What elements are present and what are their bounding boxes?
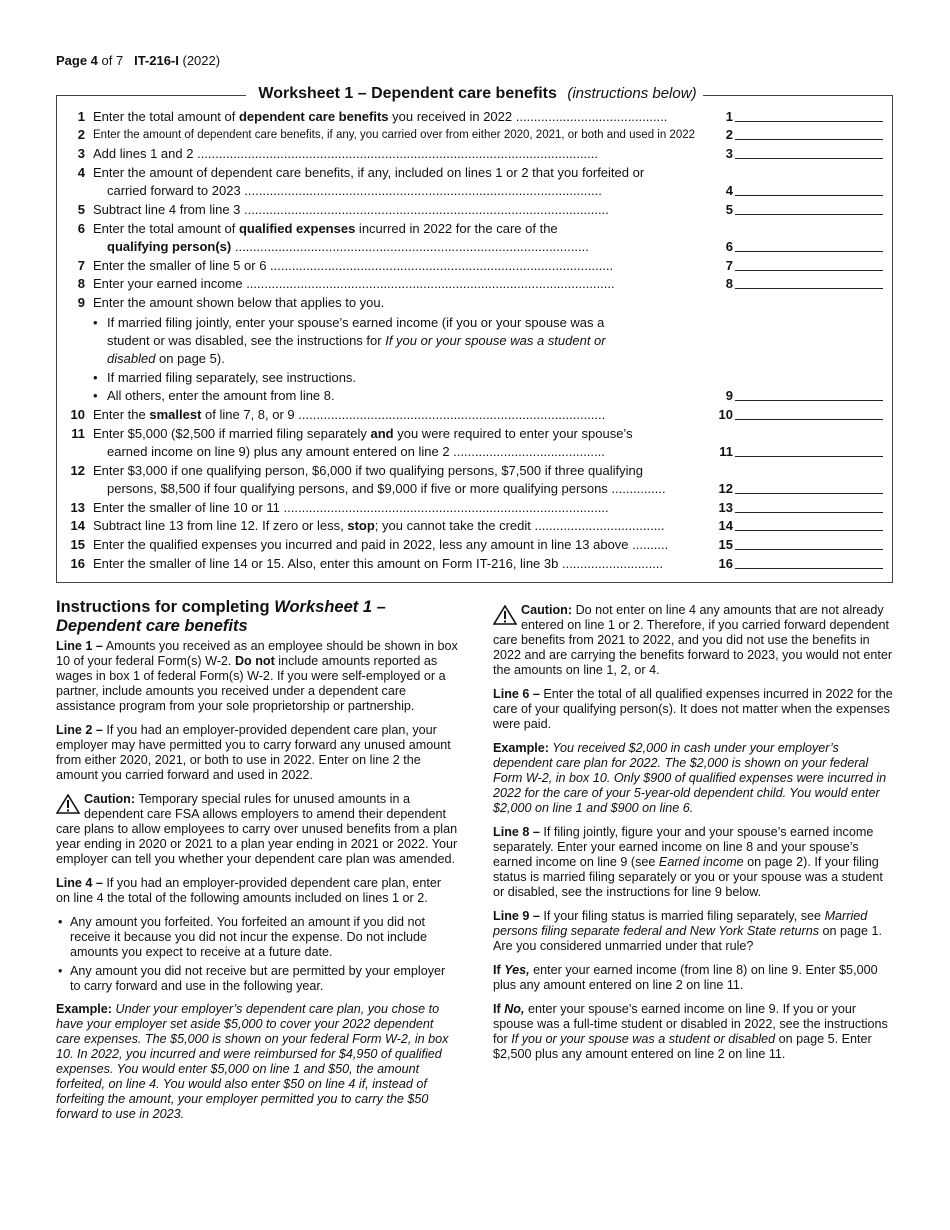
line-text: If married filing jointly, enter your spouse’s earned income (if you or your spouse was a xyxy=(107,315,605,330)
line-ref: 7 xyxy=(725,258,733,273)
line-number: 5 xyxy=(77,202,85,217)
line-7-entry[interactable] xyxy=(735,270,883,271)
line-text: incurred in 2022 for the care of the xyxy=(355,221,558,236)
example-1 xyxy=(56,1002,458,1122)
caution-1 xyxy=(56,792,458,867)
label: Example: xyxy=(493,741,549,755)
line-number: 11 xyxy=(71,426,85,441)
line-3-entry[interactable] xyxy=(735,158,883,159)
label: If xyxy=(493,1002,505,1016)
line-number: 9 xyxy=(77,295,85,310)
worksheet-title-text: Worksheet 1 – Dependent care benefits xyxy=(252,85,562,102)
line-text: you were required to enter your spouse’s xyxy=(393,426,633,441)
page-total: of 7 xyxy=(101,53,124,68)
line-text: Add lines 1 and 2 ............................................................................................................... xyxy=(93,146,598,161)
form-year: (2022) xyxy=(182,53,221,68)
worksheet-title xyxy=(57,85,892,103)
line-ref: 12 xyxy=(718,481,733,496)
line-ref: 11 xyxy=(719,444,733,459)
instructions-right-column xyxy=(493,603,895,1071)
line-14-entry[interactable] xyxy=(735,530,883,531)
heading-text-italic: Worksheet 1 – xyxy=(274,598,386,616)
line-text-bold: and xyxy=(370,426,394,441)
line-text-italic: disabled xyxy=(107,351,156,366)
line-6-entry[interactable] xyxy=(735,251,883,252)
line-1-entry[interactable] xyxy=(735,121,883,122)
line-10-entry[interactable] xyxy=(735,419,883,420)
text-bold-italic: No, xyxy=(504,1002,525,1016)
text: Enter the total of all qualified expenses incurred in 2022 for the care of your qualifying person(s). It does not matter when the expenses were paid. xyxy=(493,687,893,731)
line-text: student or was disabled, see the instructions for xyxy=(107,333,386,348)
line-text: If married filing separately, see instructions. xyxy=(107,370,357,385)
if-no-instructions xyxy=(493,1002,895,1062)
page-header xyxy=(56,53,220,68)
line-13-entry[interactable] xyxy=(735,512,883,513)
text: on page 5. Enter $2,500 plus any amount entered on line 2 on line 11. xyxy=(493,1032,872,1061)
line-12-entry[interactable] xyxy=(735,493,883,494)
line-text: Enter the smaller of line 14 or 15. Also, enter this amount on Form IT-216, line 3b ............................ xyxy=(93,556,664,571)
line-ref: 3 xyxy=(725,146,733,161)
text: If your filing status is married filing separately, see xyxy=(539,909,825,923)
line-ref: 2 xyxy=(725,127,733,142)
line-5-entry[interactable] xyxy=(735,214,883,215)
line-text-bold: stop xyxy=(347,518,375,533)
label: Line 4 – xyxy=(56,876,103,890)
line-text-italic: If you or your spouse was a student or xyxy=(385,333,606,348)
line-number: 3 xyxy=(77,146,85,161)
line-ref: 16 xyxy=(718,556,733,571)
line-2-entry[interactable] xyxy=(735,139,883,140)
label: Caution: xyxy=(84,792,136,806)
line-text: Subtract line 4 from line 3 ..................................................................................................... xyxy=(93,202,609,217)
text-italic: You received $2,000 in cash under your employer’s dependent care plan for 2022. The $2,000 is shown on your federal Form W-2, in box 10. Only $900 of qualified expenses were incurred in 2022 for the care of your 5-year-old dependent child. You would enter $2,000 on line 1 and $900 on line 6. xyxy=(493,741,887,815)
text-italic: Earned income xyxy=(658,855,744,869)
line-ref: 1 xyxy=(725,109,733,124)
line-text: Enter $3,000 if one qualifying person, $6,000 if two qualifying persons, $7,500 if three qualifying xyxy=(93,463,643,478)
text: If you had an employer-provided dependent care plan, enter on line 4 the total of the following amounts included on lines 1 or 2. xyxy=(56,876,442,905)
line-text-bold: qualifying person(s) xyxy=(107,239,232,254)
line-9-entry[interactable] xyxy=(735,400,883,401)
line-8-entry[interactable] xyxy=(735,288,883,289)
text: enter your earned income (from line 8) on line 9. Enter $5,000 plus any amount entered on line 2 on line 11. xyxy=(493,963,878,992)
line-text: on page 5). xyxy=(155,351,225,366)
label: Caution: xyxy=(521,603,573,617)
line-text: Enter the amount of dependent care benefits, if any, you carried over from either 2020, 2021, or both and used in 2022 xyxy=(93,129,696,141)
label: Line 6 – xyxy=(493,687,540,701)
line-4-bullets xyxy=(56,915,458,994)
example-2 xyxy=(493,741,895,816)
line-text: Enter your earned income ...................................................................................................... xyxy=(93,276,615,291)
line-number: 8 xyxy=(77,276,85,291)
line-text: Enter the smaller of line 10 or 11 .......................................................................................... xyxy=(93,500,609,515)
line-number: 13 xyxy=(70,500,85,515)
text: If you had an employer-provided dependent care plan, your employer may have permitted you to carry forward any unused amount from either 2020, 2021, or both to use in 2022. Enter on line 2 the amount you carried forward and used in 2022. xyxy=(56,723,451,782)
line-4-entry[interactable] xyxy=(735,195,883,196)
line-text: Enter $5,000 ($2,500 if married filing separately xyxy=(93,426,371,441)
line-number: 16 xyxy=(70,556,85,571)
line-text: carried forward to 2023 ................................................................................................... xyxy=(107,183,602,198)
warning-icon xyxy=(493,605,517,625)
line-number: 15 xyxy=(70,537,85,552)
text: include amounts reported as wages in box 1 of federal Form(s) W-2. If you were self-employed or a partner, include amounts you received under a dependent care assistance program from your sole proprietorship or partnership. xyxy=(56,654,446,713)
caution-2 xyxy=(493,603,895,678)
line-ref: 10 xyxy=(718,407,733,422)
line-number: 2 xyxy=(77,127,85,142)
worksheet-box: Worksheet 1 – Dependent care benefits (instructions below) 1 Enter the total amount of dependent care benefits you received in 2022 .......................................... 1 2 Enter the amount of dependent care benefits, if any, you carried over from either 2020, 2021, or both and used in 2022 2 3 Add lines 1 and 2 ............................................................................................................... 3 4 Enter the amount of dependent care benefits, if any, included on lines 1 or 2 that you forfeited or carried forward to 2023 ................................................................................................... 4 5 Subtract line 4 from line 3 ..................................................................................................... 5 6 Enter the total amount of qualified expenses incurred in 2022 for the care of the qualifying person(s) .................................................................................................. 6 7 Enter the smaller of line 5 or 6 ............................................................................................... 7 8 Enter your earned income ...................................................................................................... 8 9 Enter the amount shown below that applies to you. • If married filing jointly, enter your spouse’s earned income (if you or your spouse was a student or was disabled, see the instructions for If you or your spouse was a student or disabled on page 5). • If married filing separately, see instructions. • All others, enter the amount from line 8. 9 10 Enter the smallest of line 7, 8, or 9 ..................................................................................... 10 11 Enter $5,000 ($2,500 if married filing separately and you were required to enter your spouse’s earned income on line 9) plus any amount entered on line 2 .......................................... 11 12 Enter $3,000 if one qualifying person, $6,000 if two qualifying persons, $7,500 if three qualifying persons, $8,500 if four qualifying persons, and $9,000 if five or more qualifying persons ............... 12 13 Enter the smaller of line 10 or 11 .......................................................................................... 13 14 Subtract line 13 from line 12. If zero or less, stop; you cannot take the credit .................................... 14 15 Enter the qualified expenses you incurred and paid in 2022, less any amount in line 13 above .......... 15 16 Enter the smaller of line 14 or 15. Also, enter this amount on Form IT-216, line 3b ............................ 16 xyxy=(56,95,893,583)
line-ref: 13 xyxy=(718,500,733,515)
text: Temporary special rules for unused amounts in a dependent care FSA allows employers to amend their dependent care plans to allow employees to carry over unused benefits from a plan year ending in 2020 or 2021 to a plan year ending in 2021 or 2022. Your employer can tell you whether your dependent care plan was amended. xyxy=(56,792,458,866)
line-text: ; you cannot take the credit .................................... xyxy=(374,518,665,533)
heading-text: Instructions for completing xyxy=(56,598,275,616)
line-ref: 14 xyxy=(718,518,733,533)
label: Line 8 – xyxy=(493,825,540,839)
list-item: • Any amount you did not receive but are permitted by your employer to carry forward and use in the following year. xyxy=(70,964,458,994)
text: Amounts you received as an employee should be shown in box 10 of your federal Form(s) W-2. xyxy=(56,639,458,668)
text-bold-italic: Yes, xyxy=(504,963,530,977)
line-text: .................................................................................................. xyxy=(231,239,589,254)
line-number: 7 xyxy=(77,258,85,273)
line-text: of line 7, 8, or 9 ..................................................................................... xyxy=(201,407,606,422)
line-6-instructions xyxy=(493,687,895,732)
line-ref: 9 xyxy=(725,388,733,403)
line-text: Enter the amount of dependent care benefits, if any, included on lines 1 or 2 that you forfeited or xyxy=(93,165,645,180)
label: Line 9 – xyxy=(493,909,540,923)
line-number: 4 xyxy=(77,165,85,180)
text: If filing jointly, figure your and your spouse’s earned income separately. Enter your earned income on line 8 and your spouse’s earned income on line 9 (see xyxy=(493,825,874,869)
line-text-bold: qualified expenses xyxy=(238,221,356,236)
heading-text-italic: Dependent care benefits xyxy=(56,617,248,635)
text-italic: Married persons filing separate federal and New York State returns xyxy=(493,909,868,938)
line-2-instructions xyxy=(56,723,458,783)
line-number: 1 xyxy=(77,109,85,124)
list-item: • Any amount you forfeited. You forfeited an amount if you did not receive it because you did not incur the expense. Do not include amounts you expect to receive at a future date. xyxy=(70,915,458,960)
instructions-heading xyxy=(56,598,458,636)
warning-icon xyxy=(56,794,80,814)
text-bold: Do not xyxy=(234,654,275,668)
line-text: All others, enter the amount from line 8. xyxy=(107,388,335,403)
worksheet-title-note: (instructions below) xyxy=(567,85,697,102)
line-number: 14 xyxy=(70,518,85,533)
line-number: 6 xyxy=(77,221,85,236)
line-ref: 5 xyxy=(725,202,733,217)
line-text: Subtract line 13 from line 12. If zero or less, xyxy=(93,518,348,533)
text: enter your spouse’s earned income on line 9. If you or your spouse was a full-time student or disabled in 2022, see the instructions for xyxy=(493,1002,888,1046)
line-9-instructions xyxy=(493,909,895,954)
line-text: Enter the total amount of xyxy=(93,221,239,236)
line-11-entry[interactable] xyxy=(735,456,883,457)
line-8-instructions xyxy=(493,825,895,900)
line-text: Enter the total amount of xyxy=(93,109,239,124)
line-text: Enter the xyxy=(93,407,150,422)
text: Do not enter on line 4 any amounts that are not already entered on line 1 or 2. Therefore, if you carried forward dependent care benefits from 2021 to 2022, and you did not use the benefits in 2022 and are carrying the benefits forward to 2023, you would not enter the amounts on line 1, 2, or 4. xyxy=(493,603,893,677)
line-4-instructions xyxy=(56,876,458,906)
label: Example: xyxy=(56,1002,112,1016)
line-text: earned income on line 9) plus any amount entered on line 2 .......................................... xyxy=(107,444,605,459)
label: Line 1 – xyxy=(56,639,103,653)
line-text-bold: dependent care benefits xyxy=(238,109,389,124)
line-text: Enter the amount shown below that applies to you. xyxy=(93,295,385,310)
line-text-bold: smallest xyxy=(149,407,202,422)
text: on page 1. Are you considered unmarried under that rule? xyxy=(493,924,883,953)
form-id: IT-216-I xyxy=(134,53,179,68)
line-16-entry[interactable] xyxy=(735,568,883,569)
line-number: 10 xyxy=(70,407,85,422)
if-yes-instructions xyxy=(493,963,895,993)
line-1-instructions xyxy=(56,639,458,714)
label: If xyxy=(493,963,505,977)
line-ref: 8 xyxy=(725,276,733,291)
line-text: persons, $8,500 if four qualifying persons, and $9,000 if five or more qualifying persons ............... xyxy=(107,481,666,496)
text-italic: Under your employer’s dependent care plan, you chose to have your employer set aside $5,000 to cover your 2022 dependent care expenses. The $5,000 is shown on your federal Form W-2, in box 10. In 2022, you incurred and were reimbursed for $4,950 of qualified expenses. You would enter $5,000 on line 1 and $50, the amount forfeited, on line 4. You would also enter $50 on line 4 if, instead of forfeiting the amount, your employer permitted you to carry the $50 forward to use in 2023. xyxy=(56,1002,449,1121)
line-ref: 4 xyxy=(725,183,733,198)
text-italic: If you or your spouse was a student or disabled xyxy=(511,1032,776,1046)
line-text: Enter the qualified expenses you incurred and paid in 2022, less any amount in line 13 above .......... xyxy=(93,537,669,552)
line-ref: 15 xyxy=(718,537,733,552)
label: Line 2 – xyxy=(56,723,103,737)
page-number: Page 4 xyxy=(56,53,98,68)
text: on page 2). If your filing status is married filing separately or you or your spouse was a student or disabled, see the instructions for line 9 below. xyxy=(493,855,883,899)
line-ref: 6 xyxy=(725,239,733,254)
line-text: you received in 2022 .......................................... xyxy=(388,109,668,124)
line-number: 12 xyxy=(70,463,85,478)
line-text: Enter the smaller of line 5 or 6 ............................................................................................... xyxy=(93,258,614,273)
line-15-entry[interactable] xyxy=(735,549,883,550)
instructions-left-column xyxy=(56,598,458,1131)
